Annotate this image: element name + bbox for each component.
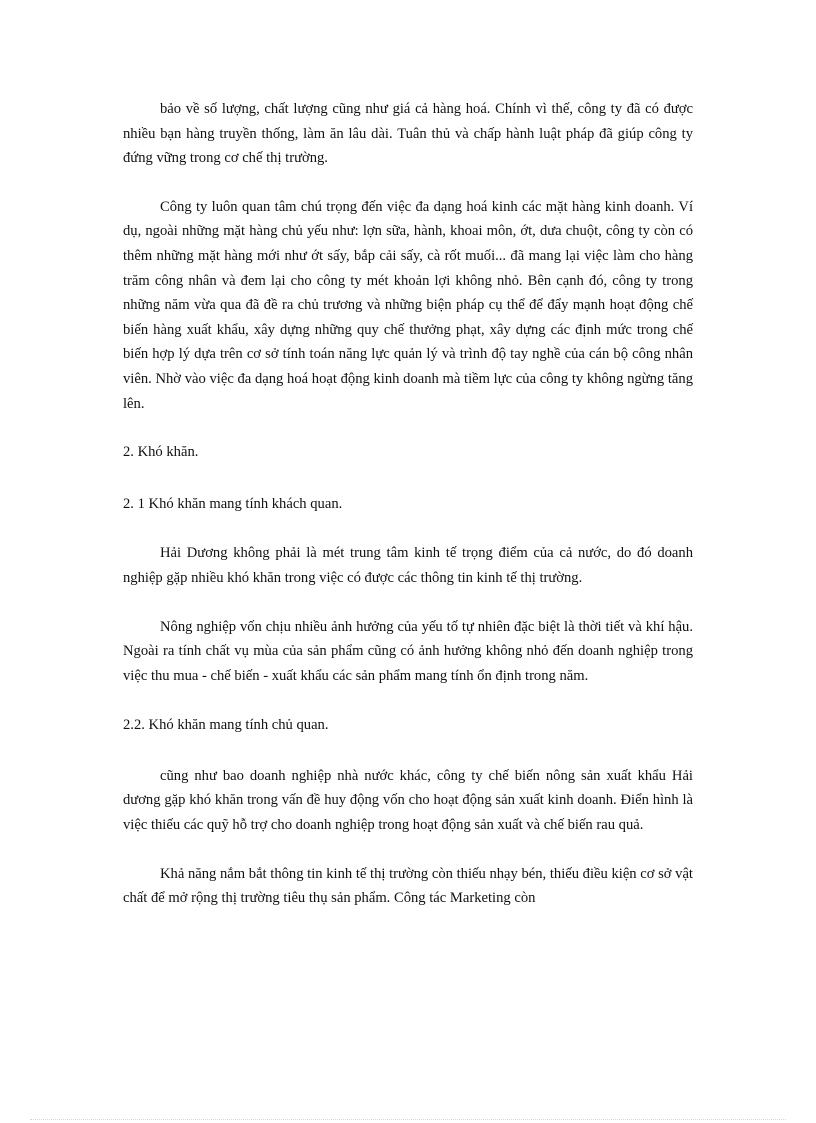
subsection-heading-subjective-difficulties: 2.2. Khó khăn mang tính chủ quan.: [123, 717, 329, 734]
page-bottom-divider: [30, 1119, 786, 1120]
paragraph-capital-mobilization: cũng như bao doanh nghiệp nhà nước khác, công ty chế biến nông sản xuất khẩu Hải dương gặp khó khăn trong vấn đề huy động vốn cho hoạt động sản xuất kinh doanh. Điển hình là việc thiếu các quỹ hỗ trợ cho doanh nghiệp trong hoạt động sản xuất và chế biến rau quả.: [123, 767, 693, 834]
paragraph-product-diversification: Công ty luôn quan tâm chú trọng đến việc đa dạng hoá kinh các mặt hàng kinh doanh. Ví dụ, ngoài những mặt hàng chủ yếu như: lợn sữa, hành, khoai môn, ớt, dưa chuột, công ty còn có thêm những mặt hàng mới như ớt sấy, bắp cải sấy, cà rốt muối... đã mang lại việc làm cho hàng trăm công nhân và đem lại cho công ty mét khoản lợi không nhỏ. Bên cạnh đó, công ty trong những năm vừa qua đã đề ra chủ trương và những biện pháp cụ thể để đẩy mạnh hoạt động chế biến hàng xuất khẩu, xây dựng những quy chế thưởng phạt, xây dựng các định mức trong chế biến hợp lý dựa trên cơ sở tính toán năng lực quản lý và trình độ tay nghề của cán bộ công nhân viên. Nhờ vào việc đa dạng hoá hoạt động kinh doanh mà tiềm lực của công ty không ngừng tăng lên.: [123, 198, 693, 412]
paragraph-market-information: Hải Dương không phải là mét trung tâm kinh tế trọng điểm của cả nước, do đó doanh nghiệp gặp nhiều khó khăn trong việc có được các thông tin kinh tế thị trường.: [123, 545, 693, 586]
paragraph-agriculture-weather: Nông nghiệp vốn chịu nhiều ảnh hưởng của yếu tố tự nhiên đặc biệt là thời tiết và khí hậu. Ngoài ra tính chất vụ mùa của sản phẩm cũng có ảnh hưởng không nhỏ đến doanh nghiệp trong việc thu mua - chế biến - xuất khẩu các sản phẩm mang tính ổn định trong năm.: [123, 618, 693, 684]
section-heading-difficulties: 2. Khó khăn.: [123, 444, 199, 461]
paragraph-sales-reputation: bảo về số lượng, chất lượng cũng như giá cả hàng hoá. Chính vì thế, công ty đã có được nhiều bạn hàng truyền thống, làm ăn lâu dài. Tuân thủ và chấp hành luật pháp đã giúp công ty đứng vững trong cơ chế thị trường.: [123, 101, 693, 167]
subsection-heading-objective-difficulties: 2. 1 Khó khăn mang tính khách quan.: [123, 495, 343, 512]
document-page: [123, 97, 693, 911]
paragraph-market-capability: Khả năng nắm bắt thông tin kinh tế thị trường còn thiếu nhạy bén, thiếu điều kiện cơ sở vật chất để mở rộng thị trường tiêu thụ sản phẩm. Công tác Marketing còn: [123, 865, 693, 907]
